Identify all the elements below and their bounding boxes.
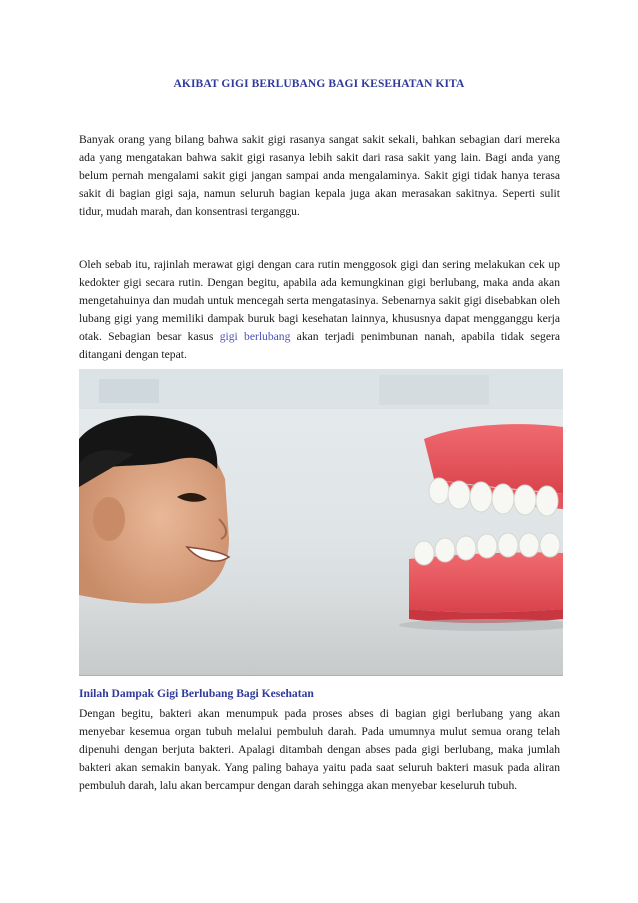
paragraph-care-text: Oleh sebab itu, rajinlah merawat gigi dengan cara rutin menggosok gigi dan sering melakukan cek up kedokter gigi secara rutin. Dengan begitu, apabila ada kemungkinan gigi berlubang, maka anda akan mengetahuinya dan mudah untuk mencegah serta mengatasinya. Sebenarnya sakit gigi disebabkan oleh lubang gigi yang memiliki dampak buruk bagi kesehatan lainnya, khususnya dapat mengganggu kerja otak. Sebagian besar kasus: [79, 258, 560, 344]
page-title: AKIBAT GIGI BERLUBANG BAGI KESEHATAN KITA: [173, 78, 465, 90]
paragraph-care: [79, 256, 560, 365]
section-heading: Inilah Dampak Gigi Berlubang Bagi Kesehatan: [79, 687, 314, 700]
paragraph-impact: Dengan begitu, bakteri akan menumpuk pada proses abses di bagian gigi berlubang yang akan menyebar kesemua organ tubuh melalui pembuluh darah. Pada umumnya mulut semua orang telah dipenuhi dengan berjuta bakteri. Apalagi ditambah dengan abses pada gigi berlubang, maka jumlah bakteri akan semakin banyak. Yang paling bahaya yaitu pada saat seluruh bakteri masuk pada aliran pembuluh darah, lalu akan bercampur dengan darah sehingga akan menyebar keseluruh tubuh.: [79, 707, 560, 793]
paragraph-intro: Banyak orang yang bilang bahwa sakit gigi rasanya sangat sakit sekali, bahkan sebagian dari mereka ada yang mengatakan bahwa sakit gigi rasanya lebih sakit dari rasa sakit yang lain. Bagi anda yang belum pernah mengalami sakit gigi jangan sampai anda mengalaminya. Sakit gigi tidak hanya terasa sakit di bagian gigi saja, namun seluruh bagian kepala juga akan merasakan sakitnya. Seperti sulit tidur, mudah marah, dan konsentrasi terganggu.: [79, 133, 560, 219]
article-photo: [79, 369, 563, 676]
child-with-teeth-model-image: [79, 369, 563, 675]
paragraph-care-end: akan terjadi penimbunan nanah, apabila tidak segera ditangani dengan tepat.: [79, 330, 560, 362]
gigi-berlubang-link[interactable]: gigi berlubang: [219, 330, 291, 344]
